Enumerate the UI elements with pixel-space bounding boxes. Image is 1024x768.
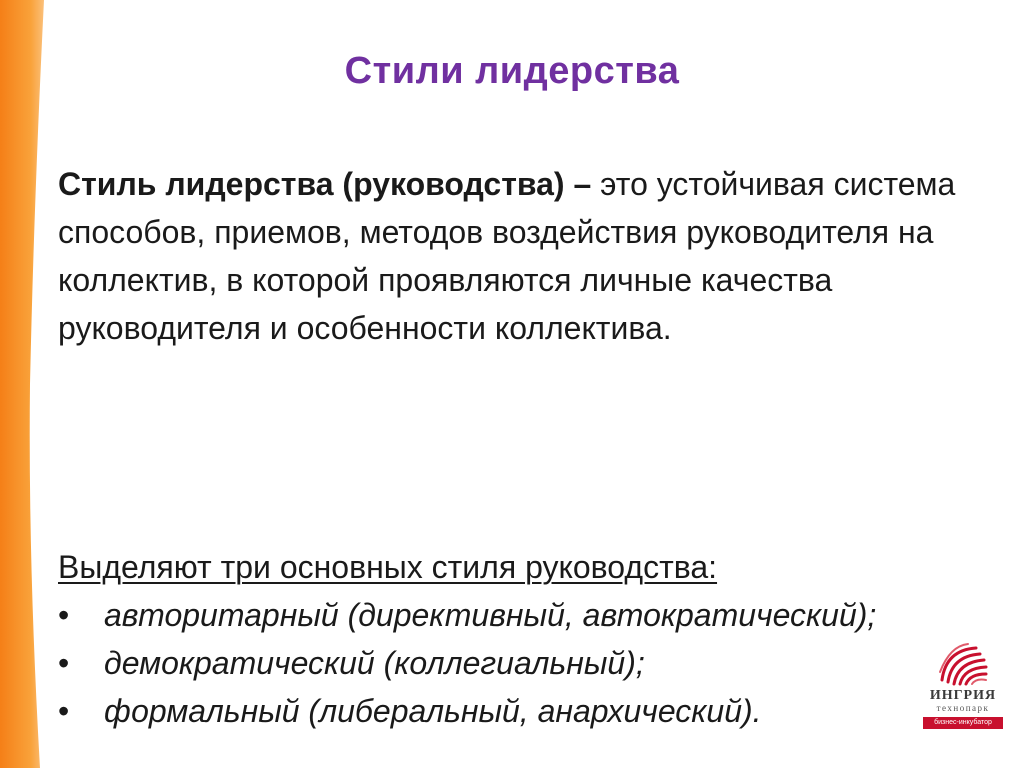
list-item bbox=[58, 639, 1018, 687]
list-item bbox=[58, 687, 1018, 735]
ingria-logo bbox=[918, 642, 1008, 742]
bullet-icon: • bbox=[58, 693, 70, 729]
definition-term: Стиль лидерства (руководства) – bbox=[58, 166, 592, 202]
bullet-icon: • bbox=[58, 597, 70, 633]
logo-badge: бизнес-инкубатор bbox=[923, 717, 1003, 729]
slide-title: Стили лидерства bbox=[344, 50, 680, 92]
orange-accent-band bbox=[0, 0, 48, 768]
logo-name: ИНГРИЯ bbox=[929, 688, 997, 703]
bullet-icon: • bbox=[58, 645, 70, 681]
logo-subtitle: технопарк bbox=[936, 703, 990, 713]
style-democratic: демократический (коллегиальный); bbox=[104, 645, 645, 681]
style-authoritarian: авторитарный (директивный, автократический); bbox=[104, 597, 877, 633]
leadership-styles-section bbox=[58, 543, 1018, 735]
list-item bbox=[58, 591, 1018, 639]
styles-heading: Выделяют три основных стиля руководства: bbox=[58, 549, 718, 585]
style-formal: формальный (либеральный, анархический). bbox=[104, 693, 762, 729]
ingria-logo-mark-icon bbox=[936, 642, 990, 686]
definition-text: это устойчивая система способов, приемов, методов воздействия руководителя на коллектив, в которой проявляются личные качества руководителя и особенности коллектива. bbox=[58, 166, 956, 346]
styles-list bbox=[58, 591, 1018, 735]
definition-paragraph bbox=[58, 160, 958, 352]
